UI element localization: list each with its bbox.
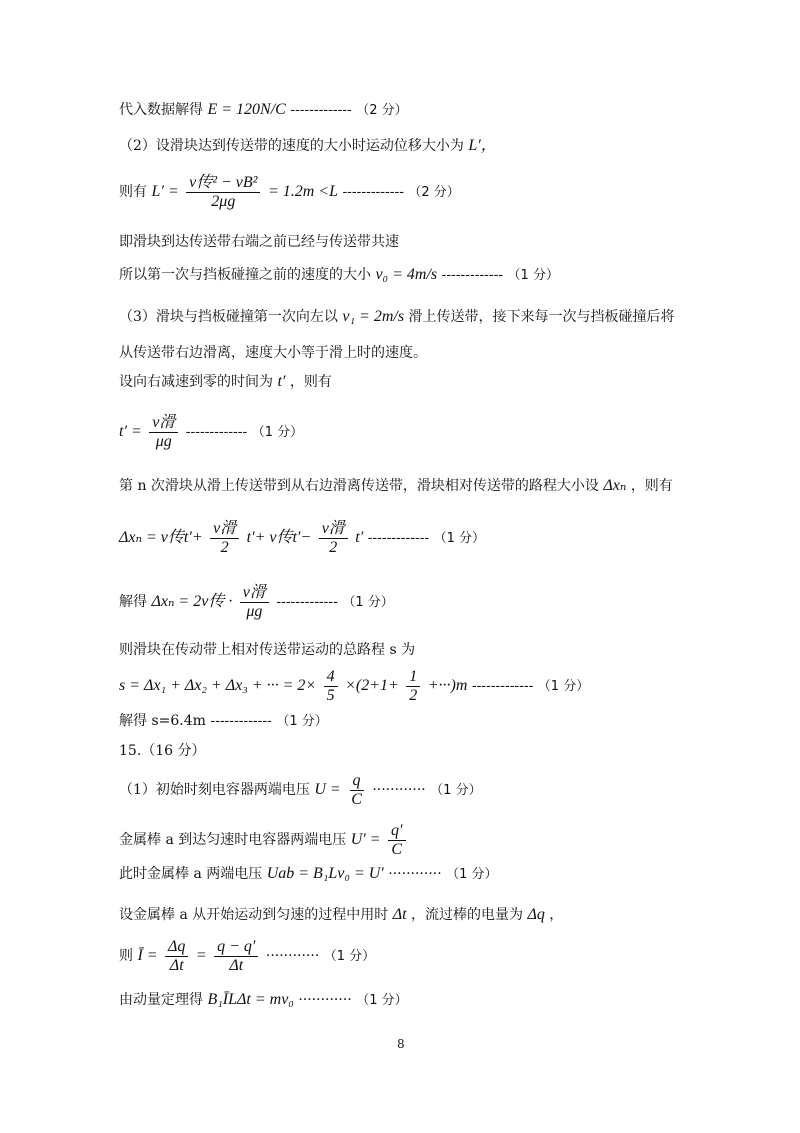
line-17: [119, 770, 482, 811]
denominator: Δt: [169, 956, 184, 974]
equals-sign: =: [195, 947, 207, 964]
dash-leader: -------------: [210, 713, 272, 729]
numerator: q′: [388, 822, 406, 841]
line-14: [119, 666, 589, 707]
score: （1 分）: [433, 531, 486, 546]
numerator: v滑: [319, 520, 348, 539]
score: （1 分）: [356, 993, 408, 1008]
variable: Δq: [527, 906, 545, 923]
line-7: [119, 343, 427, 363]
line-20: [119, 905, 563, 925]
equation-lhs: U′ =: [350, 831, 381, 848]
question-heading: 15.（16 分）: [119, 743, 206, 759]
line-5: [119, 265, 559, 286]
line-11: [119, 518, 485, 559]
equation-rhs: = 1.2m <L: [267, 183, 338, 200]
score: （1 分）: [537, 679, 590, 694]
score: （1 分）: [446, 867, 498, 882]
line-22: [119, 990, 408, 1011]
fraction: [214, 938, 258, 975]
dot-leader: ············: [265, 948, 320, 964]
dash-leader: -------------: [367, 530, 430, 546]
equation: v₀ = 4m/s: [375, 266, 438, 283]
variable: Δt: [392, 906, 407, 923]
dot-leader: ············: [372, 782, 426, 798]
text: ，: [549, 907, 564, 923]
equation-part: Δxₙ = v传t′+: [119, 529, 203, 546]
text: 即滑块到达传送带右端之前已经与传送带共速: [119, 234, 399, 250]
numerator: 4: [324, 668, 338, 687]
fraction: [388, 822, 406, 859]
denominator: C: [391, 840, 403, 858]
dot-leader: ············: [388, 866, 442, 882]
text: ，则有: [289, 374, 332, 390]
text: ，则有: [630, 478, 673, 494]
score: （1 分）: [276, 714, 328, 729]
denominator: 5: [326, 686, 335, 704]
text: 滑上传送带，接下来每一次与挡板碰撞后将: [408, 309, 675, 325]
numerator: Δq: [165, 938, 188, 957]
line-21: [119, 936, 375, 977]
equation-part: Δxₙ = 2v传 ·: [151, 593, 233, 610]
line-13: [119, 640, 415, 660]
variable: L′，: [468, 137, 497, 154]
text: 代入数据解得: [119, 102, 203, 118]
equation-lhs: t′ =: [119, 423, 142, 440]
fraction: [319, 520, 348, 557]
fraction: [406, 668, 420, 705]
text: 则滑块在传动带上相对传送带运动的总路程 s 为: [119, 642, 416, 658]
line-2: [119, 136, 497, 156]
denominator: C: [351, 790, 362, 808]
line-12: [119, 582, 394, 623]
text: ，流过棒的电量为: [411, 907, 523, 923]
text: 设向右减速到零的时间为: [119, 374, 273, 390]
equation-part: t′+ v传t′−: [246, 529, 312, 546]
equation-lhs: U =: [314, 781, 341, 798]
line-9: [119, 412, 303, 453]
page-number: 8: [397, 1037, 405, 1051]
denominator: Δt: [229, 956, 244, 974]
text: 解得: [119, 594, 147, 610]
dash-leader: -------------: [441, 267, 504, 283]
fraction: [324, 668, 338, 705]
equation: B₁ĪLΔt = mv₀: [207, 991, 294, 1008]
score: （1 分）: [507, 268, 559, 283]
fraction: [149, 414, 178, 451]
line-6: [119, 307, 675, 327]
line-4: [119, 232, 399, 252]
equation: Uab = B₁Lv₀ = U′: [266, 865, 384, 882]
fraction: [186, 174, 260, 211]
denominator: 2: [409, 686, 418, 704]
score: （2 分）: [408, 185, 460, 200]
text: （1）初始时刻电容器两端电压: [119, 782, 310, 798]
line-19: [119, 864, 498, 885]
equation: v₁ = 2m/s: [342, 308, 405, 325]
text: （2）设滑块达到传送带的速度的大小时运动位移大小为: [119, 138, 464, 154]
fraction: [210, 520, 239, 557]
equation-part: ×(2+1+: [345, 677, 399, 694]
text: 设金属棒 a 从开始运动到匀速的过程中用时: [119, 907, 389, 923]
equation-lhs: L′ =: [151, 183, 179, 200]
numerator: v滑: [240, 584, 269, 603]
score: （2 分）: [356, 103, 408, 118]
fraction: [165, 938, 188, 975]
numerator: q: [350, 772, 364, 791]
variable: t′: [277, 373, 286, 390]
text: （3）滑块与挡板碰撞第一次向左以: [119, 309, 338, 325]
dot-leader: ············: [298, 992, 352, 1008]
line-8: [119, 372, 332, 392]
text: 此时金属棒 a 两端电压: [119, 866, 263, 882]
equation-part: s = Δx₁ + Δx₂ + Δx₃ + ··· = 2×: [119, 677, 317, 694]
numerator: v滑: [210, 520, 239, 539]
score: （1 分）: [430, 783, 482, 798]
equation-part: +···)m: [427, 677, 468, 694]
text: 则: [119, 948, 133, 964]
line-1: [119, 100, 408, 121]
equation-part: t′: [355, 529, 364, 546]
denominator: μg: [155, 432, 172, 450]
text: 则有: [119, 184, 147, 200]
variable: Δxₙ: [603, 477, 627, 494]
denominator: μg: [246, 602, 263, 620]
line-16: [119, 741, 206, 761]
numerator: v滑: [149, 414, 178, 433]
denominator: 2: [329, 538, 338, 556]
numerator: q − q′: [214, 938, 258, 957]
score: （1 分）: [342, 595, 394, 610]
equation-lhs: Ī =: [137, 947, 158, 964]
text: 从传送带右边滑离，速度大小等于滑上时的速度。: [119, 345, 427, 361]
text: 所以第一次与挡板碰撞之前的速度的大小: [119, 267, 371, 283]
text: 由动量定理得: [119, 992, 203, 1008]
fraction: [348, 772, 365, 809]
text: 金属棒 a 到达匀速时电容器两端电压: [119, 832, 347, 848]
dash-leader: -------------: [342, 184, 404, 200]
dash-leader: -------------: [185, 424, 248, 440]
line-3: [119, 172, 460, 213]
line-10: [119, 476, 673, 496]
text: 第 n 次滑块从滑上传送带到从右边滑离传送带，滑块相对传送带的路程大小设: [119, 478, 599, 494]
numerator: 1: [406, 668, 420, 687]
numerator: v传² − vB²: [186, 174, 260, 193]
line-18: [119, 820, 409, 860]
line-15: [119, 711, 328, 732]
dash-leader: -------------: [276, 594, 338, 610]
score: （1 分）: [323, 949, 376, 964]
text: 解得 s=6.4m: [119, 713, 206, 729]
dash-leader: -------------: [290, 102, 352, 118]
denominator: 2: [220, 538, 229, 556]
dash-leader: -------------: [471, 678, 534, 694]
score: （1 分）: [251, 425, 304, 440]
equation: E = 120N/C: [207, 101, 286, 118]
denominator: 2μg: [211, 192, 236, 210]
fraction: [240, 584, 269, 621]
